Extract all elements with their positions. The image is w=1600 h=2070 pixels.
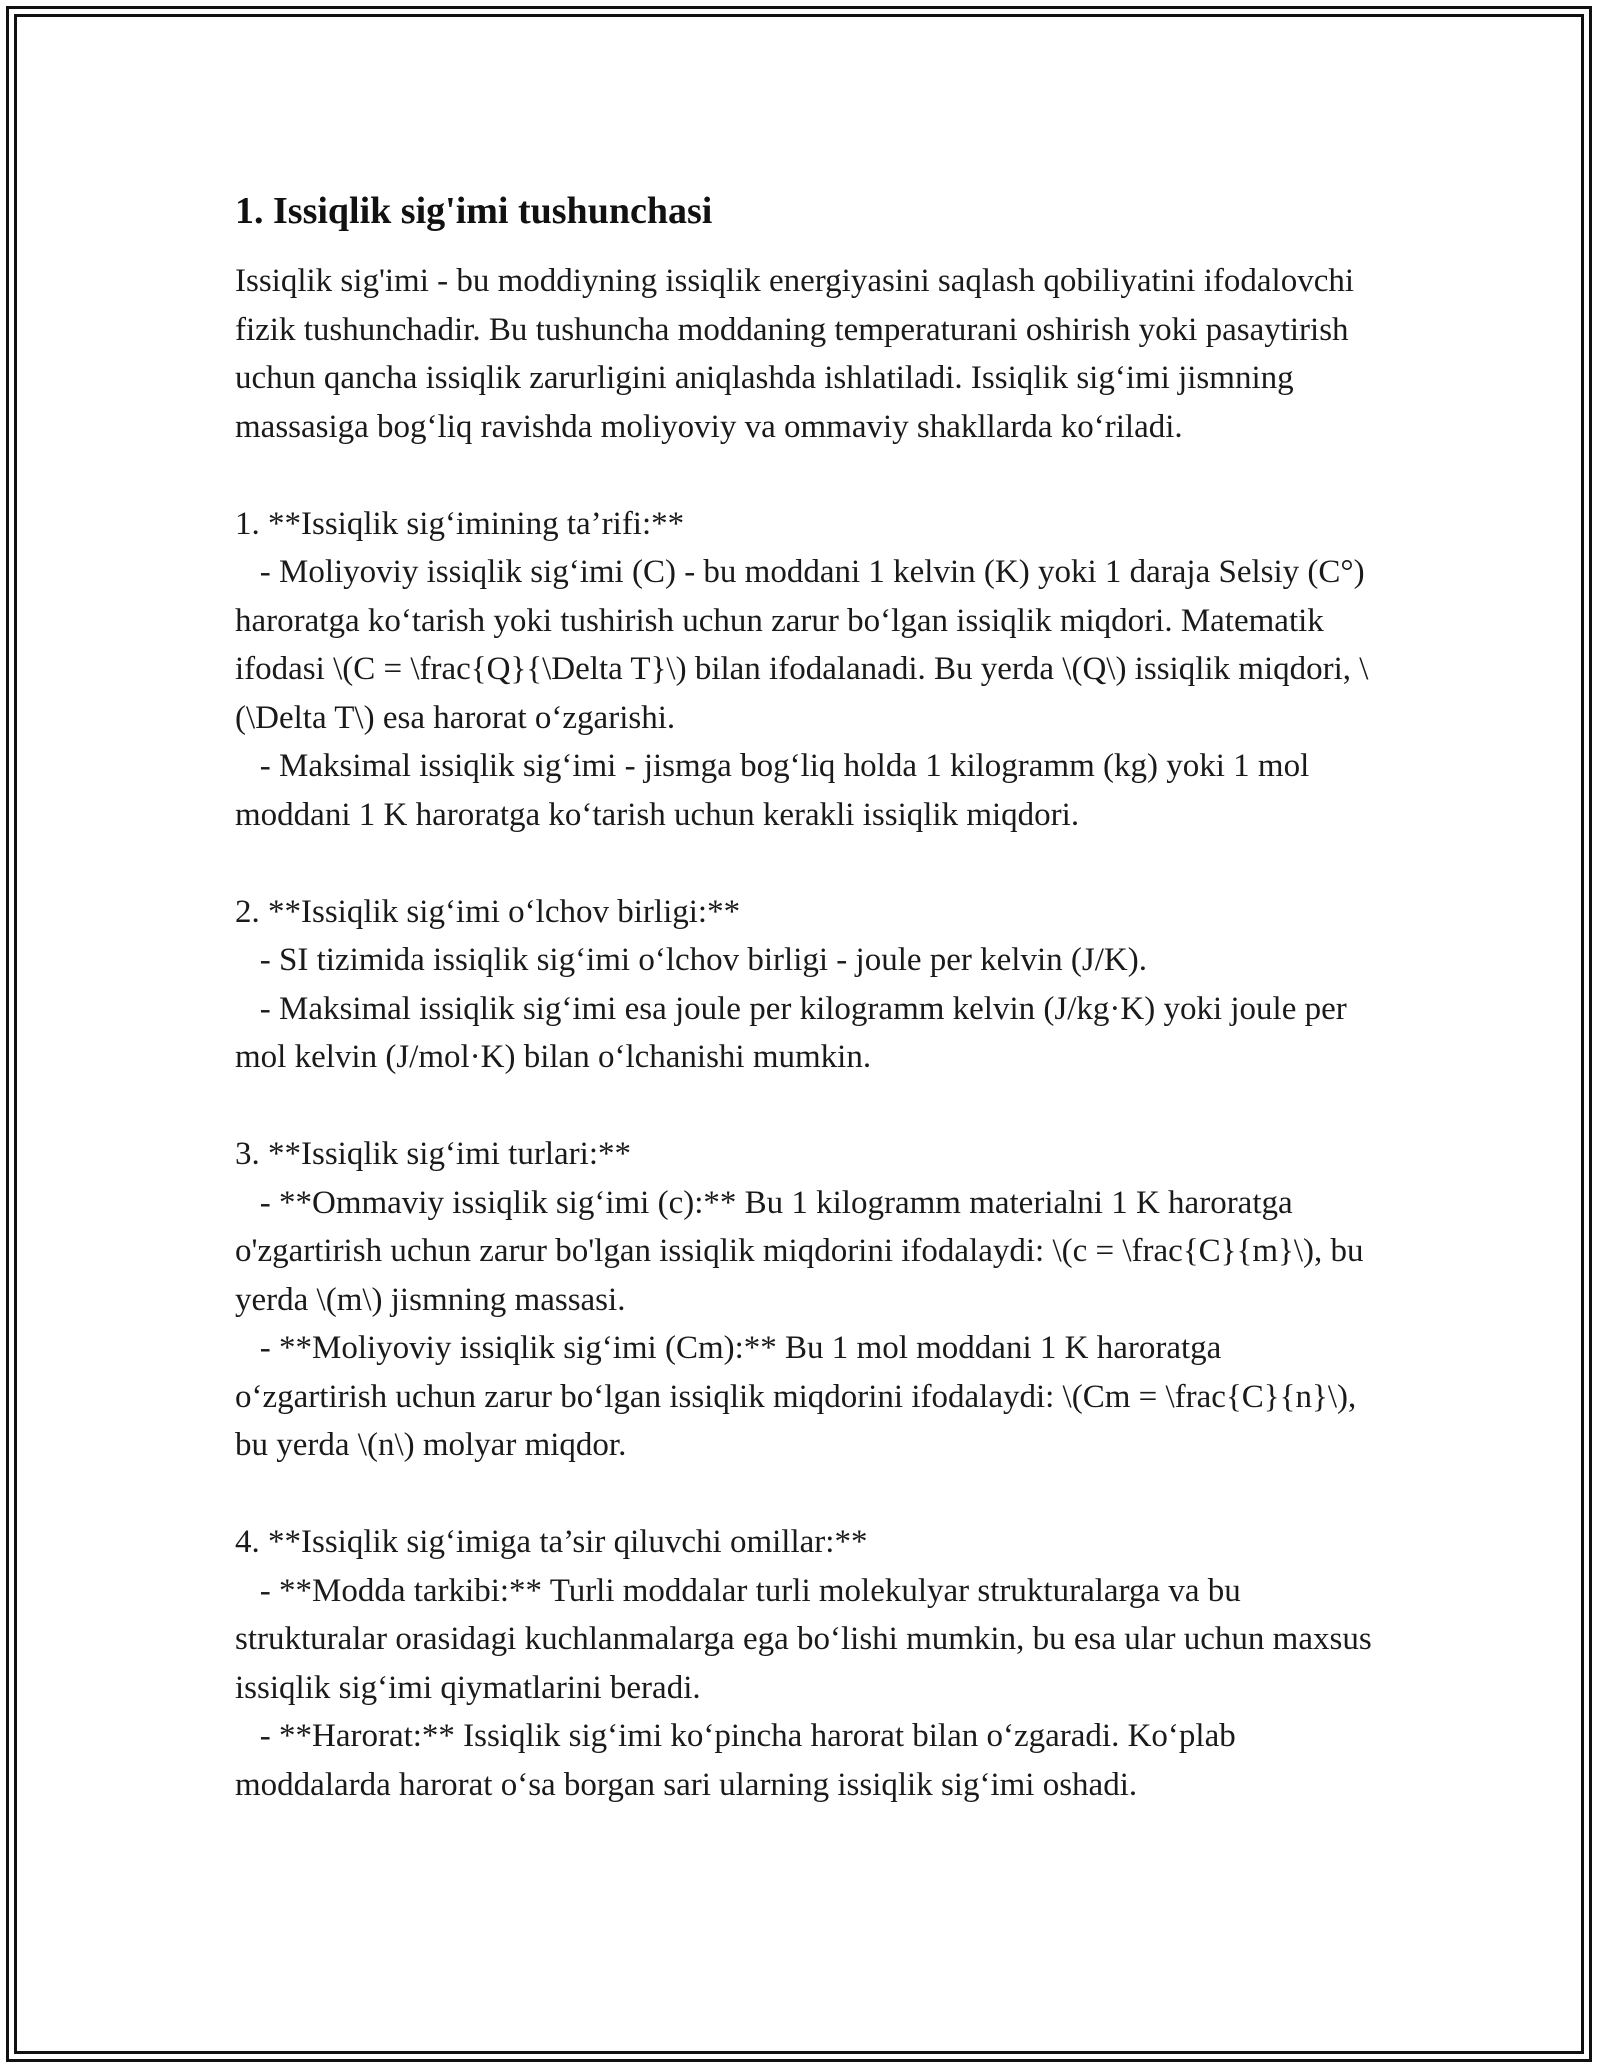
section-heading: 2. **Issiqlik sig‘imi o‘lchov birligi:**: [235, 893, 741, 930]
intro-paragraph: Issiqlik sig'imi - bu moddiyning issiqlik energiyasini saqlash qobiliyatini ifodalovchi fizik tushunchadir. Bu tushuncha moddaning temperaturani oshirish yoki pasaytirish uchun qancha issiqlik zarurligini aniqlashda ishlatiladi. Issiqlik sig‘imi jismning massasiga bog‘liq ravishda moliyoviy va ommaviy shakllarda ko‘riladi.: [235, 263, 1363, 445]
section-item: - **Modda tarkibi:** Turli moddalar turli molekulyar strukturalarga va bu strukturalar orasidagi kuchlanmalarga ega bo‘lishi mumkin, bu esa ular uchun maxsus issiqlik sig‘imi qiymatlarini beradi.: [235, 1572, 1380, 1706]
section-item: - Maksimal issiqlik sig‘imi - jismga bog‘liq holda 1 kilogramm (kg) yoki 1 mol moddani 1 K haroratga ko‘tarish uchun kerakli issiqlik miqdori.: [235, 748, 1318, 833]
section-item: - **Moliyoviy issiqlik sig‘imi (Cm):** Bu 1 mol moddani 1 K haroratga o‘zgartirish uchun zarur bo‘lgan issiqlik miqdorini ifodalaydi: \(Cm = \frac{C}{n}\), bu yerda \(n\) molyar miqdor.: [235, 1330, 1365, 1463]
section-units: [235, 888, 1375, 1082]
page-title: 1. Issiqlik sig'imi tushunchasi: [235, 190, 713, 232]
section-item: - **Ommaviy issiqlik sig‘imi (c):** Bu 1 kilogramm materialni 1 K haroratga o'zgartirish uchun zarur bo'lgan issiqlik miqdorini ifodalaydi: \(c = \frac{C}{m}\), bu yerda \(m\) jismning massasi.: [235, 1184, 1372, 1318]
section-item: - SI tizimida issiqlik sig‘imi o‘lchov birligi - joule per kelvin (J/K).: [235, 942, 1147, 978]
section-item: - Moliyoviy issiqlik sig‘imi (C) - bu moddani 1 kelvin (K) yoki 1 daraja Selsiy (C°) haroratga ko‘tarish yoki tushirish uchun zarur bo‘lgan issiqlik miqdori. Matematik ifodasi \(C = \frac{Q}{\Delta T}\) bilan ifodalanadi. Bu yerda \(Q\) issiqlik miqdori, \(\Delta T\) esa harorat o‘zgarishi.: [235, 554, 1373, 736]
section-item: - Maksimal issiqlik sig‘imi esa joule per kilogramm kelvin (J/kg·K) yoki joule per mol kelvin (J/mol·K) bilan o‘lchanishi mumkin.: [235, 990, 1355, 1075]
section-factors: [235, 1518, 1380, 1809]
section-item: - **Harorat:** Issiqlik sig‘imi ko‘pincha harorat bilan o‘zgaradi. Ko‘plab moddalarda harorat o‘sa borgan sari ularning issiqlik sig‘imi oshadi.: [235, 1718, 1244, 1803]
section-definition: [235, 500, 1375, 840]
section-heading: 1. **Issiqlik sig‘imining ta’rifi:**: [235, 505, 685, 542]
document-body: [235, 185, 1380, 1858]
section-heading: 4. **Issiqlik sig‘imiga ta’sir qiluvchi omillar:**: [235, 1524, 868, 1560]
section-heading: 3. **Issiqlik sig‘imi turlari:**: [235, 1136, 631, 1172]
section-types: [235, 1130, 1375, 1470]
